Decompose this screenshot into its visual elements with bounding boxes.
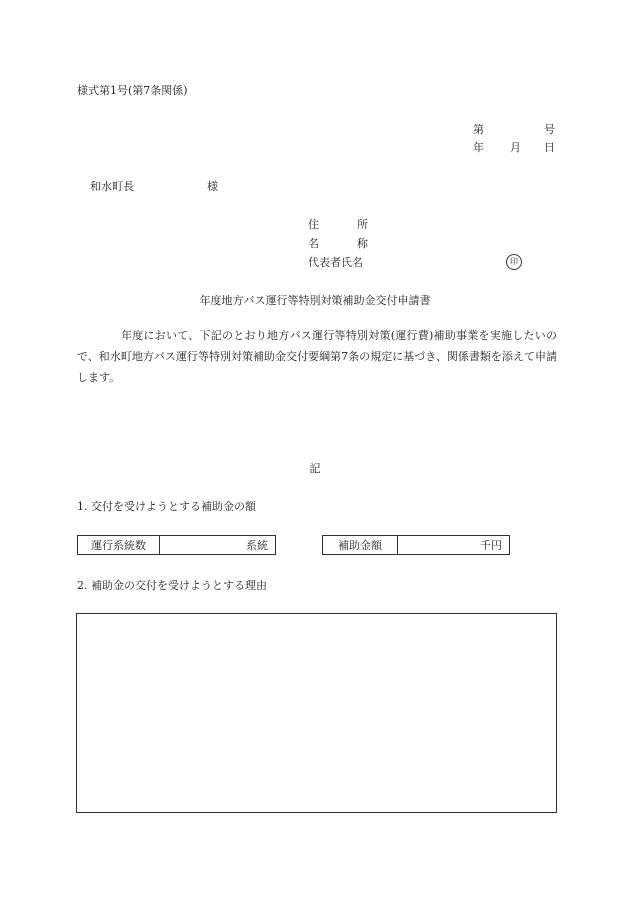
addressee-honorific: 様 (207, 180, 218, 193)
date-year-label: 年 (473, 141, 484, 154)
routes-count-unit: 系統 (246, 539, 268, 552)
note-heading: 記 (309, 462, 321, 475)
routes-count-box (77, 535, 276, 555)
doc-number-label: 第 (473, 123, 484, 136)
addressee-name: 和水町長 (90, 180, 134, 193)
date-month-label: 月 (510, 141, 521, 154)
seal-icon: 印 (506, 254, 522, 270)
form-number: 様式第1号(第7条関係) (77, 84, 188, 97)
application-body-text: 年度において、下記のとおり地方バス運行等特別対策(運行費)補助事業を実施したいので、和水町地方バス運行等特別対策補助金交付要綱第7条の規定に基づき、関係書類を添えて申請します。 (77, 329, 557, 384)
subsidy-amount-box (322, 535, 510, 555)
subsidy-amount-field[interactable] (398, 536, 509, 554)
applicant-address-label: 住所 (308, 218, 368, 231)
reason-text-area[interactable] (76, 613, 557, 813)
section2-heading: 2. 補助金の交付を受けようとする理由 (77, 579, 267, 592)
subsidy-amount-label: 補助金額 (323, 536, 398, 554)
section1-heading: 1. 交付を受けようとする補助金の額 (77, 500, 256, 513)
routes-count-label: 運行系統数 (78, 536, 160, 554)
subsidy-amount-unit: 千円 (480, 539, 502, 552)
applicant-representative-label: 代表者氏名 (308, 256, 363, 269)
date-day-label: 日 (544, 141, 555, 154)
applicant-name-label: 名称 (308, 237, 368, 250)
document-title: 年度地方バス運行等特別対策補助金交付申請書 (199, 294, 431, 307)
doc-number-suffix: 号 (544, 123, 555, 136)
routes-count-field[interactable] (160, 536, 275, 554)
